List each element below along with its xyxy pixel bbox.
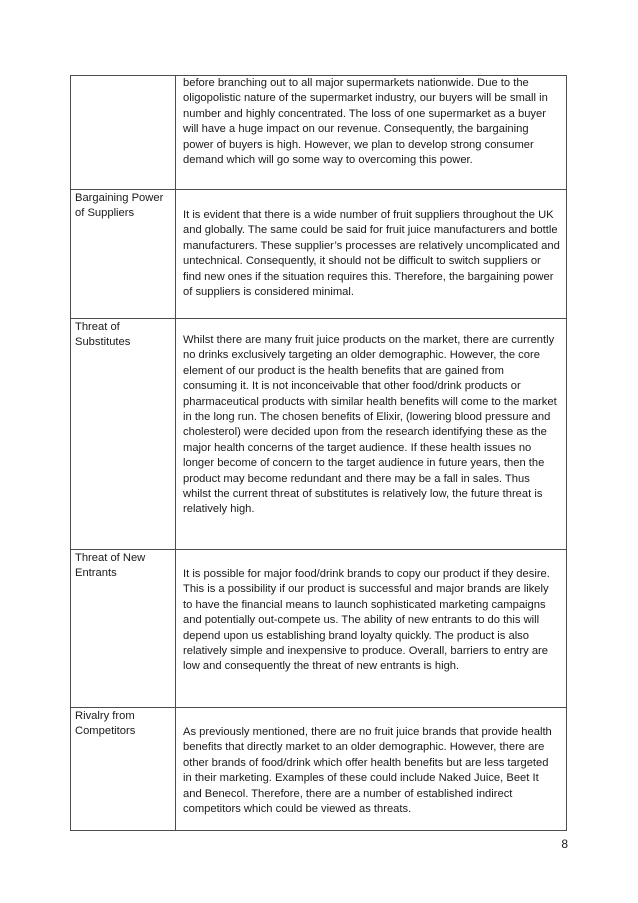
row-label-cell (71, 190, 176, 319)
substitutes-paragraph: Whilst there are many fruit juice products on the market, there are currently no drinks exclusively targeting an older demographic. However, the core element of our product is the health benefits that are gained from consuming it. It is not inconceivable that other food/drink products or pharmaceutical products with similar health benefits will come to the market in the long run. The chosen benefits of Elixir, (lowering blood pressure and cholesterol) were decided upon from the research identifying these as the major health concerns of the target audience. If these health issues no longer become of concern to the target audience in future years, then the product may become redundant and there may be a fall in sales. Thus whilst the current threat of substitutes is relatively low, the future threat is relatively high. (183, 334, 557, 516)
new-entrants-paragraph: It is possible for major food/drink brands to copy our product if they desire. This is a possibility if our product is successful and major brands are likely to have the financial means to launch sophisticated marketing campaigns and potentially out-compete us. The ability of new entrants to do this will depend upon us establishing brand loyalty quickly. The product is also relatively simple and inexpensive to produce. Overall, barriers to entry are low and consequently the threat of new entrants is high. (183, 568, 550, 673)
row-label-cell (71, 550, 176, 708)
five-forces-table (70, 75, 567, 831)
row-label-cell (71, 708, 176, 831)
row-text-cell (176, 550, 567, 708)
table-row-rivalry (71, 708, 567, 831)
row-text-cell (176, 708, 567, 831)
row-label-cell (71, 76, 176, 190)
row-text-cell (176, 190, 567, 319)
row-label-substitutes: Threat of Substitutes (75, 321, 131, 349)
page-number: 8 (561, 837, 568, 851)
table-row-new-entrants (71, 550, 567, 708)
row-label (71, 76, 175, 77)
row-label-rivalry: Rivalry from Competitors (75, 710, 136, 738)
row-label-suppliers: Bargaining Power of Suppliers (75, 192, 164, 220)
row-text-cell (176, 319, 567, 550)
table-row-buyers-continued (71, 76, 567, 190)
row-label-cell (71, 319, 176, 550)
table-row-substitutes (71, 319, 567, 550)
buyers-paragraph: before branching out to all major supermarkets nationwide. Due to the oligopolistic nature of the supermarket industry, our buyers will be small in number and highly concentrated. The loss of one supermarket as a buyer will have a huge impact on our revenue. Consequently, the bargaining power of buyers is high. However, we plan to develop strong consumer demand which will go some way to overcoming this power. (183, 77, 548, 167)
row-text-cell (176, 76, 567, 190)
table-row-suppliers (71, 190, 567, 319)
suppliers-paragraph: It is evident that there is a wide number of fruit suppliers throughout the UK and globally. The same could be said for fruit juice manufacturers and bottle manufacturers. These supplier’s processes are relatively uncomplicated and untechnical. Consequently, it should not be difficult to switch suppliers or find new ones if the situation requires this. Therefore, the bargaining power of suppliers is considered minimal. (183, 209, 560, 299)
rivalry-paragraph: As previously mentioned, there are no fruit juice brands that provide health benefits that directly market to an older demographic. However, there are other brands of food/drink which offer health benefits but are less targeted in their marketing. Examples of these could include Naked Juice, Beet It and Benecol. Therefore, there are a number of established indirect competitors which could be viewed as threats. (183, 726, 552, 816)
row-label-new-entrants: Threat of New Entrants (75, 552, 146, 580)
